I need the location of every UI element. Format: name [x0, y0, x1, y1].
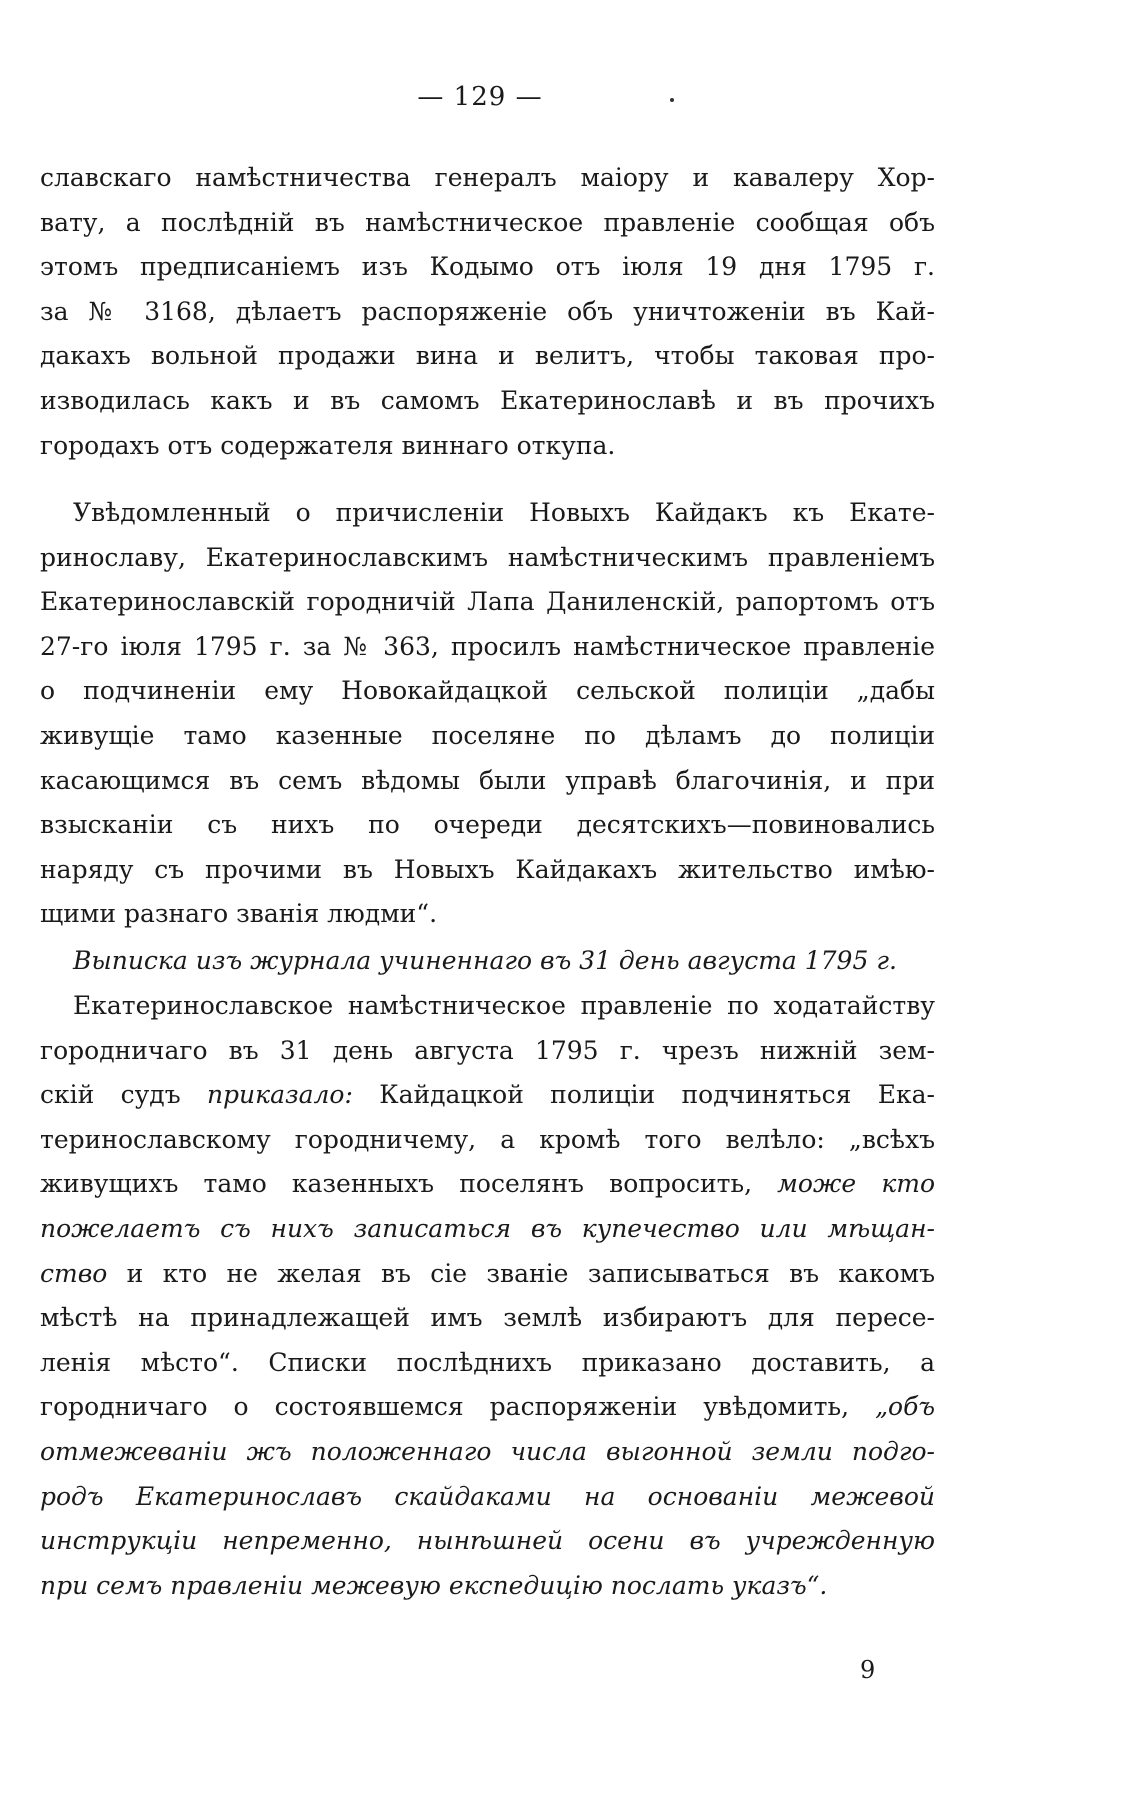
text-line: городахъ отъ содержателя виннаго откупа.: [40, 430, 616, 460]
italic-run: ство: [40, 1258, 108, 1288]
text-line: о подчиненіи ему Новокайдацкой сельской полиціи „дабы: [40, 676, 935, 706]
text-line: инструкціи непременно, нынѣшней осени въ учрежденную: [40, 1526, 935, 1556]
section-heading: [40, 939, 935, 984]
text-line: этомъ предписаніемъ изъ Кодымо отъ іюля 19 дня 1795 г.: [40, 252, 935, 282]
text-line: 27-го іюля 1795 г. за № 363, просилъ намѣстническое правленіе: [40, 631, 935, 661]
text-line: Екатеринославскій городничій Лапа Даниленскій, рапортомъ отъ: [40, 587, 935, 617]
text-line: отмежеваніи жъ положеннаго числа выгонной земли подго-: [40, 1436, 935, 1466]
stray-ink-dot: [670, 98, 674, 102]
text-line: [40, 1162, 935, 1207]
text-line: мѣстѣ на принадлежащей имъ землѣ избираютъ для пересе-: [40, 1303, 935, 1333]
signature-mark: 9: [860, 1656, 876, 1684]
italic-run: „объ: [875, 1392, 935, 1422]
paragraph-continuation: [40, 156, 935, 468]
italic-run: приказало:: [206, 1080, 353, 1110]
text-line: славскаго намѣстничества генералъ маіору и кавалеру Хор-: [40, 163, 935, 192]
text-line: ринославу, Екатеринославскимъ намѣстническимъ правленіемъ: [40, 542, 935, 572]
text-line: щими разнаго званія людми“.: [40, 899, 438, 929]
page-number: — 129 —: [417, 82, 543, 112]
text-line: [40, 1385, 935, 1430]
text-line: взысканіи съ нихъ по очереди десятскихъ—повиновались: [40, 810, 935, 840]
text-line: городничаго въ 31 день августа 1795 г. чрезъ нижній зем-: [40, 1035, 935, 1065]
text-line: ленія мѣсто“. Списки послѣднихъ приказано доставить, а: [40, 1347, 935, 1377]
text-line: касающимся въ семъ вѣдомы были управѣ благочинія, и при: [40, 765, 935, 795]
text-line: пожелаетъ съ нихъ записаться въ купечество или мѣщан-: [40, 1213, 935, 1243]
text-line: изводилась какъ и въ самомъ Екатеринославѣ и въ прочихъ: [40, 385, 935, 415]
text-run: Кайдацкой полиціи подчиняться Ека-: [352, 1080, 935, 1110]
text-run: городничаго о состоявшемся распоряженіи увѣдомить,: [40, 1392, 876, 1422]
text-line: Екатеринославское намѣстническое правленіе по ходатайству: [73, 991, 935, 1020]
text-line: за № 3168, дѣлаетъ распоряженіе объ уничтоженіи въ Кай-: [40, 296, 935, 326]
text-line: живущіе тамо казенные поселяне по дѣламъ до полиціи: [40, 720, 935, 750]
text-line: Увѣдомленный о причисленіи Новыхъ Кайдакъ къ Екате-: [73, 498, 935, 527]
text-line: вату, а послѣдній въ намѣстническое правленіе сообщая объ: [40, 207, 935, 237]
journal-extract-heading: Выписка изъ журнала учиненнаго въ 31 день августа 1795 г.: [73, 946, 897, 975]
text-line: теринославскому городничему, а кромѣ того велѣло: „всѣхъ: [40, 1124, 935, 1154]
text-run: живущихъ тамо казенныхъ поселянъ вопросить,: [40, 1169, 778, 1199]
text-line: [40, 1073, 935, 1118]
text-line: дакахъ вольной продажи вина и велитъ, чтобы таковая про-: [40, 341, 935, 371]
paragraph-decision: [40, 984, 935, 1608]
text-line: при семъ правленіи межевую експедицію послать указъ“.: [40, 1570, 828, 1600]
text-line: родъ Екатеринославъ скайдаками на основаніи межевой: [40, 1481, 935, 1511]
text-run: скій судъ: [40, 1080, 207, 1110]
text-run: и кто не желая въ сіе званіе записываться въ какомъ: [107, 1258, 935, 1288]
paragraph-report: [40, 491, 935, 937]
text-line: [40, 1252, 935, 1297]
text-line: наряду съ прочими въ Новыхъ Кайдакахъ жительство имѣю-: [40, 854, 935, 884]
italic-run: може кто: [777, 1169, 935, 1199]
